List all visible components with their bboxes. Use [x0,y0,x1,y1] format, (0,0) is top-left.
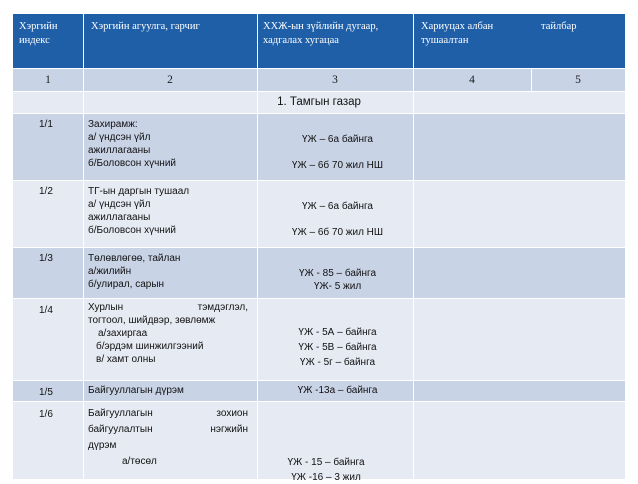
row-index: 1/1 [39,119,53,130]
row-article-code: ҮЖ - 5В – байнга [298,342,377,353]
column-divider [257,14,258,479]
content-line [88,406,248,422]
row-index: 1/3 [39,253,53,264]
row-article-code: ҮЖ – 6б 70 жил НШ [291,227,384,238]
row-index: 1/2 [39,186,53,197]
row-article-code: ҮЖ - 5г – байнга [299,357,376,368]
row-article-code: ҮЖ -13а – байнга [297,385,378,396]
content-line: а/ үндсэн үйл [88,199,151,210]
row-content [88,252,258,291]
row-article-code: ҮЖ – 6а байнга [302,134,373,145]
content-line: тогтоол, шийдвэр, зөвлөмж [88,315,216,326]
row-index: 1/6 [39,409,53,420]
header-note: тайлбар [541,21,577,32]
content-line: Захирамж: [88,119,138,130]
table-row [13,114,625,180]
row-article-code: ҮЖ- 5 жил [313,281,362,292]
column-number-row [13,69,625,91]
content-line: а/төсөл [122,456,157,467]
row-article-code: ҮЖ – 6а байнга [302,201,373,212]
content-line: ажиллагааны [88,212,151,223]
content-line: б/эрдэм шинжилгээний [96,341,204,352]
content-line: дүрэм [88,440,117,451]
row-article-code: ҮЖ - 85 – байнга [298,268,377,279]
header-article: ХХЖ-ын зүйлийн дугаар, хадгалах хугацаа [263,21,379,46]
content-line: б/Боловсон хүчний [88,158,176,169]
content-word: Хурлын [88,302,124,313]
content-word: тэмдэглэл, [197,302,248,313]
content-line: а/ үндсэн үйл [88,132,151,143]
content-line: б/Боловсон хүчний [88,225,176,236]
row-content [88,185,258,237]
row-content [88,406,258,470]
section-title: 1. Тамгын газар [277,96,361,108]
row-article-code: ҮЖ -16 – 3 жил [291,472,361,483]
column-divider [83,14,84,479]
table-row [13,402,625,483]
column-number: 2 [167,74,173,86]
table-header [13,14,625,68]
content-line: ажиллагааны [88,145,151,156]
row-content [88,301,258,366]
column-number: 4 [469,74,475,86]
table-row [13,181,625,247]
column-number: 3 [332,74,338,86]
column-divider [531,69,532,91]
content-line: ТГ-ын даргын тушаал [88,186,190,197]
column-number: 5 [575,74,581,86]
column-divider [413,14,414,479]
content-line: в/ хамт олны [96,354,156,365]
row-content [88,384,258,397]
row-article-code: ҮЖ – 6б 70 жил НШ [291,160,384,171]
row-content [88,118,258,170]
row-index: 1/4 [39,305,53,316]
content-word: Байгууллагын [88,408,153,419]
table-row [13,299,625,380]
header-responsible: Хариуцах албан тушаалтан [421,21,494,46]
table-row [13,381,625,401]
content-line: а/жилийн [88,266,132,277]
content-word: байгуулалтын [88,424,153,435]
content-line: а/захиргаа [98,328,148,339]
archive-index-table [13,14,625,483]
content-line: Байгууллагын дүрэм [88,385,184,396]
column-divider [531,14,532,68]
column-number: 1 [45,74,51,86]
content-line [88,301,248,314]
header-content: Хэргийн агуулга, гарчиг [91,21,200,32]
header-index: Хэргийн индекс [19,21,58,46]
content-word: нэгжийн [210,424,248,435]
row-article-code: ҮЖ - 15 – байнга [287,457,365,468]
row-index: 1/5 [39,387,53,398]
section-row [13,92,625,113]
content-line [88,422,248,438]
content-word: зохион [216,408,248,419]
table-row [13,248,625,298]
content-line: б/улирал, сарын [88,279,165,290]
content-line: Төлөвлөгөө, тайлан [88,253,181,264]
row-article-code: ҮЖ - 5А – байнга [298,327,377,338]
